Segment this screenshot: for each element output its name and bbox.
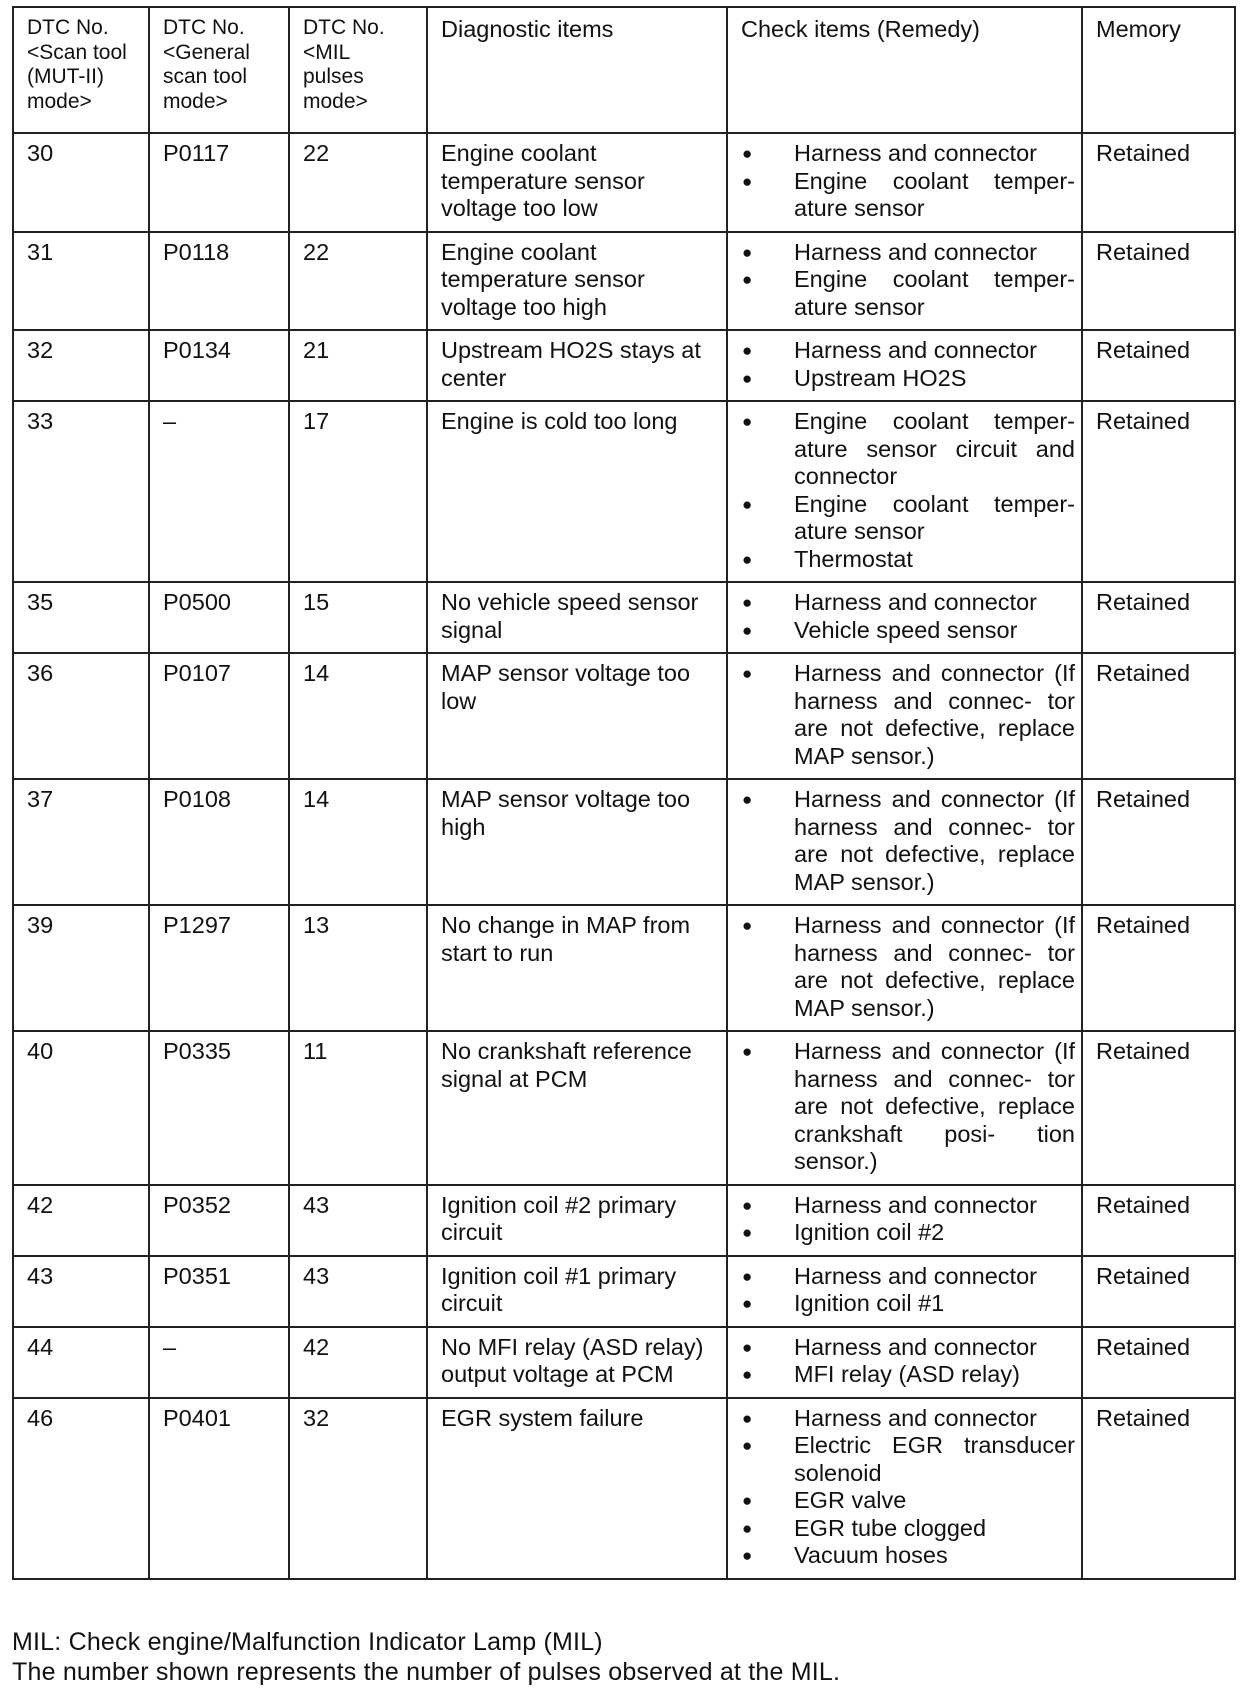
table-row <box>13 1327 1235 1398</box>
diagnostic-item-cell: Engine coolant temperature sensor voltage too low <box>427 133 727 232</box>
check-items-list <box>742 589 1075 644</box>
check-items-cell <box>727 232 1082 331</box>
check-items-cell <box>727 1327 1082 1398</box>
dtc-scan-tool-cell: 30 <box>13 133 149 232</box>
dtc-general-scan-cell: P0117 <box>149 133 289 232</box>
memory-cell: Retained <box>1082 133 1235 232</box>
table-row <box>13 401 1235 582</box>
check-item: ● Engine coolant temper- ature sensor <box>742 168 1075 223</box>
table-row <box>13 133 1235 232</box>
check-item: ● Harness and connector <box>742 1405 1075 1433</box>
diagnostic-item-cell: No crankshaft reference signal at PCM <box>427 1031 727 1185</box>
memory-cell: Retained <box>1082 330 1235 401</box>
table-row <box>13 1031 1235 1185</box>
check-item: ● Ignition coil #2 <box>742 1219 1075 1247</box>
check-item: ● Harness and connector <box>742 337 1075 365</box>
table-row <box>13 779 1235 905</box>
check-items-cell <box>727 1031 1082 1185</box>
dtc-scan-tool-cell: 36 <box>13 653 149 779</box>
memory-cell: Retained <box>1082 1185 1235 1256</box>
check-item: ● Engine coolant temper- ature sensor <box>742 491 1075 546</box>
check-item: ● Harness and connector <box>742 1334 1075 1362</box>
check-item: ● Vehicle speed sensor <box>742 617 1075 645</box>
dtc-scan-tool-cell: 40 <box>13 1031 149 1185</box>
dtc-general-scan-cell: P1297 <box>149 905 289 1031</box>
diagnostic-item-cell: No MFI relay (ASD relay) output voltage at PCM <box>427 1327 727 1398</box>
diagnostic-item-cell: Ignition coil #1 primary circuit <box>427 1256 727 1327</box>
dtc-mil-pulses-cell: 13 <box>289 905 427 1031</box>
check-items-cell <box>727 1256 1082 1327</box>
check-item: ● Harness and connector <box>742 1192 1075 1220</box>
memory-cell: Retained <box>1082 1327 1235 1398</box>
check-item: ● Harness and connector <box>742 589 1075 617</box>
check-items-list <box>742 1263 1075 1318</box>
check-item: ● Engine coolant temper- ature sensor <box>742 266 1075 321</box>
check-items-cell <box>727 582 1082 653</box>
header-mil-pulses: DTC No. <MIL pulses mode> <box>289 7 427 133</box>
dtc-general-scan-cell: P0108 <box>149 779 289 905</box>
dtc-scan-tool-cell: 32 <box>13 330 149 401</box>
check-items-list <box>742 337 1075 392</box>
memory-cell: Retained <box>1082 779 1235 905</box>
dtc-scan-tool-cell: 33 <box>13 401 149 582</box>
header-check-items: Check items (Remedy) <box>727 7 1082 133</box>
dtc-general-scan-cell: P0118 <box>149 232 289 331</box>
check-items-cell <box>727 905 1082 1031</box>
dtc-mil-pulses-cell: 43 <box>289 1185 427 1256</box>
table-body <box>13 133 1235 1579</box>
check-items-cell <box>727 1398 1082 1579</box>
check-item: ● Harness and connector <box>742 239 1075 267</box>
check-items-cell <box>727 401 1082 582</box>
check-items-list <box>742 786 1075 896</box>
check-item: ● Harness and connector <box>742 1263 1075 1291</box>
header-memory: Memory <box>1082 7 1235 133</box>
dtc-mil-pulses-cell: 22 <box>289 133 427 232</box>
dtc-scan-tool-cell: 43 <box>13 1256 149 1327</box>
table-row <box>13 232 1235 331</box>
dtc-scan-tool-cell: 46 <box>13 1398 149 1579</box>
diagnostic-item-cell: MAP sensor voltage too low <box>427 653 727 779</box>
dtc-general-scan-cell: P0401 <box>149 1398 289 1579</box>
check-item: ● Harness and connector (If harness and connec- tor are not defective, replace crankshaft posi- tion sensor.) <box>742 1038 1075 1176</box>
check-items-list <box>742 1405 1075 1570</box>
table-row <box>13 1185 1235 1256</box>
check-items-cell <box>727 779 1082 905</box>
check-item: ● EGR tube clogged <box>742 1515 1075 1543</box>
dtc-scan-tool-cell: 44 <box>13 1327 149 1398</box>
check-items-list <box>742 1038 1075 1176</box>
diagnostic-item-cell: Engine is cold too long <box>427 401 727 582</box>
diagnostic-item-cell: Engine coolant temperature sensor voltage too high <box>427 232 727 331</box>
header-scan-tool: DTC No. <Scan tool (MUT-II) mode> <box>13 7 149 133</box>
memory-cell: Retained <box>1082 401 1235 582</box>
dtc-mil-pulses-cell: 42 <box>289 1327 427 1398</box>
memory-cell: Retained <box>1082 1031 1235 1185</box>
check-item: ● Harness and connector (If harness and connec- tor are not defective, replace MAP sensor.) <box>742 912 1075 1022</box>
check-item: ● Vacuum hoses <box>742 1542 1075 1570</box>
table-row <box>13 905 1235 1031</box>
dtc-scan-tool-cell: 39 <box>13 905 149 1031</box>
dtc-general-scan-cell: P0335 <box>149 1031 289 1185</box>
diagnostic-item-cell: MAP sensor voltage too high <box>427 779 727 905</box>
check-items-cell <box>727 133 1082 232</box>
check-item: ● MFI relay (ASD relay) <box>742 1361 1075 1389</box>
dtc-general-scan-cell: – <box>149 1327 289 1398</box>
dtc-mil-pulses-cell: 14 <box>289 653 427 779</box>
dtc-general-scan-cell: P0134 <box>149 330 289 401</box>
diagnostic-item-cell: Upstream HO2S stays at center <box>427 330 727 401</box>
diagnostic-item-cell: No change in MAP from start to run <box>427 905 727 1031</box>
dtc-general-scan-cell: P0351 <box>149 1256 289 1327</box>
dtc-mil-pulses-cell: 17 <box>289 401 427 582</box>
dtc-mil-pulses-cell: 22 <box>289 232 427 331</box>
dtc-table <box>12 6 1236 1580</box>
check-item: ● Upstream HO2S <box>742 365 1075 393</box>
header-diagnostic-items: Diagnostic items <box>427 7 727 133</box>
check-items-list <box>742 660 1075 770</box>
dtc-scan-tool-cell: 37 <box>13 779 149 905</box>
check-items-list <box>742 140 1075 223</box>
check-item: ● Ignition coil #1 <box>742 1290 1075 1318</box>
memory-cell: Retained <box>1082 582 1235 653</box>
table-row <box>13 1256 1235 1327</box>
memory-cell: Retained <box>1082 905 1235 1031</box>
dtc-general-scan-cell: P0107 <box>149 653 289 779</box>
diagnostic-item-cell: Ignition coil #2 primary circuit <box>427 1185 727 1256</box>
table-row <box>13 330 1235 401</box>
dtc-mil-pulses-cell: 32 <box>289 1398 427 1579</box>
memory-cell: Retained <box>1082 232 1235 331</box>
dtc-scan-tool-cell: 31 <box>13 232 149 331</box>
check-item: ● Harness and connector <box>742 140 1075 168</box>
dtc-scan-tool-cell: 42 <box>13 1185 149 1256</box>
table-row <box>13 653 1235 779</box>
memory-cell: Retained <box>1082 1398 1235 1579</box>
memory-cell: Retained <box>1082 1256 1235 1327</box>
dtc-mil-pulses-cell: 21 <box>289 330 427 401</box>
check-item: ● Engine coolant temper- ature sensor circuit and connector <box>742 408 1075 491</box>
pulses-note: The number shown represents the number of pulses observed at the MIL. <box>12 1658 841 1686</box>
check-items-list <box>742 239 1075 322</box>
mil-note: MIL: Check engine/Malfunction Indicator Lamp (MIL) <box>12 1628 603 1656</box>
table-row <box>13 582 1235 653</box>
diagnostic-item-cell: No vehicle speed sensor signal <box>427 582 727 653</box>
check-items-list <box>742 1334 1075 1389</box>
header-row <box>13 7 1235 133</box>
header-general-scan: DTC No. <General scan tool mode> <box>149 7 289 133</box>
check-item: ● Thermostat <box>742 546 1075 574</box>
footnotes <box>12 1627 840 1687</box>
dtc-scan-tool-cell: 35 <box>13 582 149 653</box>
check-items-list <box>742 912 1075 1022</box>
check-items-cell <box>727 1185 1082 1256</box>
dtc-mil-pulses-cell: 43 <box>289 1256 427 1327</box>
check-items-cell <box>727 330 1082 401</box>
check-item: ● EGR valve <box>742 1487 1075 1515</box>
dtc-general-scan-cell: – <box>149 401 289 582</box>
check-items-list <box>742 1192 1075 1247</box>
diagnostic-item-cell: EGR system failure <box>427 1398 727 1579</box>
check-item: ● Electric EGR transducer solenoid <box>742 1432 1075 1487</box>
check-item: ● Harness and connector (If harness and connec- tor are not defective, replace MAP sensor.) <box>742 660 1075 770</box>
check-items-cell <box>727 653 1082 779</box>
table-row <box>13 1398 1235 1579</box>
check-item: ● Harness and connector (If harness and connec- tor are not defective, replace MAP sensor.) <box>742 786 1075 896</box>
dtc-general-scan-cell: P0352 <box>149 1185 289 1256</box>
dtc-general-scan-cell: P0500 <box>149 582 289 653</box>
dtc-mil-pulses-cell: 11 <box>289 1031 427 1185</box>
check-items-list <box>742 408 1075 573</box>
dtc-mil-pulses-cell: 15 <box>289 582 427 653</box>
dtc-mil-pulses-cell: 14 <box>289 779 427 905</box>
memory-cell: Retained <box>1082 653 1235 779</box>
